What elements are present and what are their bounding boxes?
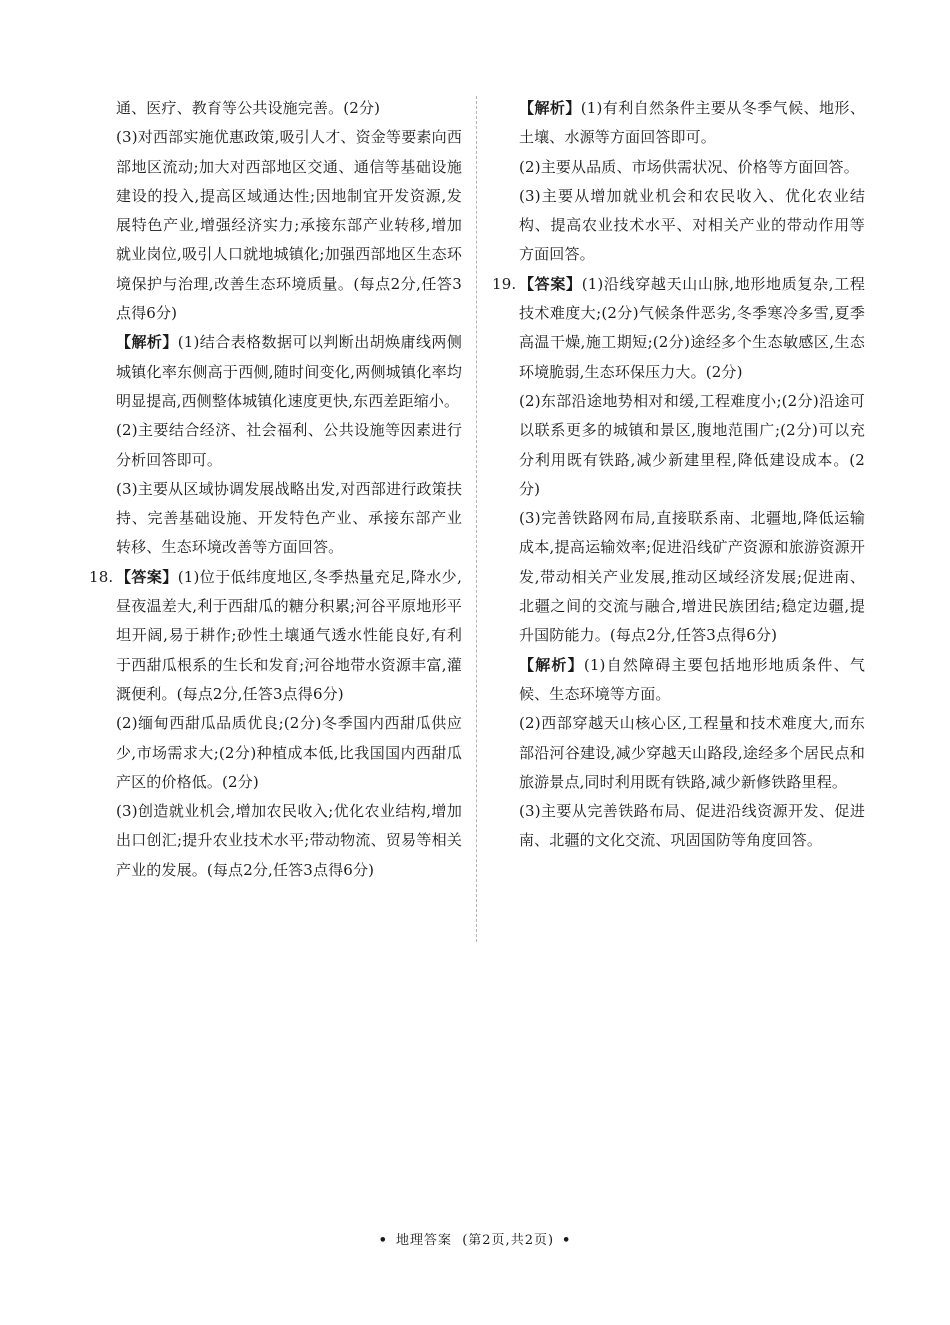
analysis-label: 【解析】: [519, 655, 584, 674]
analysis-paragraph: 【解析】(1)结合表格数据可以判断出胡焕庸线两侧城镇化率东侧高于西侧,随时间变化,两侧城镇化率均明显提高,西侧整体城镇化速度更快,东西差距缩小。: [116, 333, 463, 410]
analysis-paragraph: (3)主要从完善铁路布局、促进沿线资源开发、促进南、北疆的文化交流、巩固国防等角度回答。: [519, 802, 865, 850]
answer-paragraph: 通、医疗、教育等公共设施完善。(2分): [116, 99, 381, 117]
analysis-paragraph: (2)西部穿越天山核心区,工程量和技术难度大,而东部沿河谷建设,减少穿越天山路段,途经多个居民点和旅游景点,同时利用既有铁路,减少新修铁路里程。: [519, 714, 865, 791]
analysis-paragraph: (3)主要从增加就业机会和农民收入、优化农业结构、提高农业技术水平、对相关产业的带动作用等方面回答。: [519, 186, 865, 264]
answer-label: 【答案】: [116, 567, 178, 586]
left-column: [90, 94, 462, 885]
footer-page-info: (第2页,共2页): [462, 1233, 555, 1248]
question-19-answer: 19. 【答案】(1)沿线穿越天山山脉,地形地质复杂,工程技术难度大;(2分)气候条件恶劣,冬季寒冷多雪,夏季高温干燥,施工期短;(2分)途经多个生态敏感区,生态环境脆弱,生态环保压力大。(2分): [493, 270, 865, 387]
analysis-paragraph: (2)主要从品质、市场供需状况、价格等方面回答。: [519, 157, 859, 176]
page-footer: [0, 1229, 950, 1248]
analysis-paragraph: (2)主要结合经济、社会福利、公共设施等因素进行分析回答即可。: [116, 421, 462, 469]
footer-dot-right: •: [562, 1233, 572, 1248]
question-number: 18.: [89, 567, 114, 586]
answer-paragraph: (2)东部沿途地势相对和缓,工程难度小;(2分)沿途可以联系更多的城镇和景区,腹地范围广;(2分)可以充分利用既有铁路,减少新建里程,降低建设成本。(2分): [519, 391, 865, 498]
question-18-answer: 18. 【答案】(1)位于低纬度地区,冬季热量充足,降水少,昼夜温差大,利于西甜瓜的糖分积累;河谷平原地形平坦开阔,易于耕作;砂性土壤通气透水性能良好,有利于西甜瓜根系的生长和发育;河谷地带水资源丰富,灌溉便利。(每点2分,任答3点得6分): [90, 563, 462, 709]
answer-paragraph: (2)缅甸西甜瓜品质优良;(2分)冬季国内西甜瓜供应少,市场需求大;(2分)种植成本低,比我国国内西甜瓜产区的价格低。(2分): [116, 714, 462, 791]
analysis-paragraph: (3)主要从区域协调发展战略出发,对西部进行政策扶持、完善基础设施、开发特色产业、承接东部产业转移、生态环境改善等方面回答。: [116, 479, 462, 557]
answer-paragraph: (3)创造就业机会,增加农民收入;优化农业结构,增加出口创汇;提升农业技术水平;带动物流、贸易等相关产业的发展。(每点2分,任答3点得6分): [116, 802, 462, 879]
footer-subject: 地理答案: [395, 1233, 452, 1248]
answer-paragraph: (3)完善铁路网布局,直接联系南、北疆地,降低运输成本,提高运输效率;促进沿线矿产资源和旅游资源开发,带动相关产业发展,推动区域经济发展;促进南、北疆之间的交流与融合,增进民族团结;稳定边疆,提升国防能力。(每点2分,任答3点得6分): [519, 509, 865, 645]
answer-paragraph: (3)对西部实施优惠政策,吸引人才、资金等要素向西部地区流动;加大对西部地区交通、通信等基础设施建设的投入,提高区域通达性;因地制宜开发资源,发展特色产业,增强经济实力;承接东部产业转移,增加就业岗位,吸引人口就地城镇化;加强西部地区生态环境保护与治理,改善生态环境质量。(每点2分,任答3点得6分): [116, 128, 462, 323]
right-column: [493, 94, 865, 856]
analysis-paragraph: 【解析】(1)自然障碍主要包括地形地质条件、气候、生态环境等方面。: [519, 655, 865, 703]
analysis-paragraph: 【解析】(1)有利自然条件主要从冬季气候、地形、土壤、水源等方面回答即可。: [519, 99, 866, 147]
footer-dot-left: •: [378, 1233, 388, 1248]
question-number: 19.: [492, 274, 517, 293]
analysis-label: 【解析】: [519, 99, 581, 117]
analysis-label: 【解析】: [116, 333, 178, 352]
column-divider: [476, 96, 477, 942]
answer-label: 【答案】: [519, 274, 582, 293]
